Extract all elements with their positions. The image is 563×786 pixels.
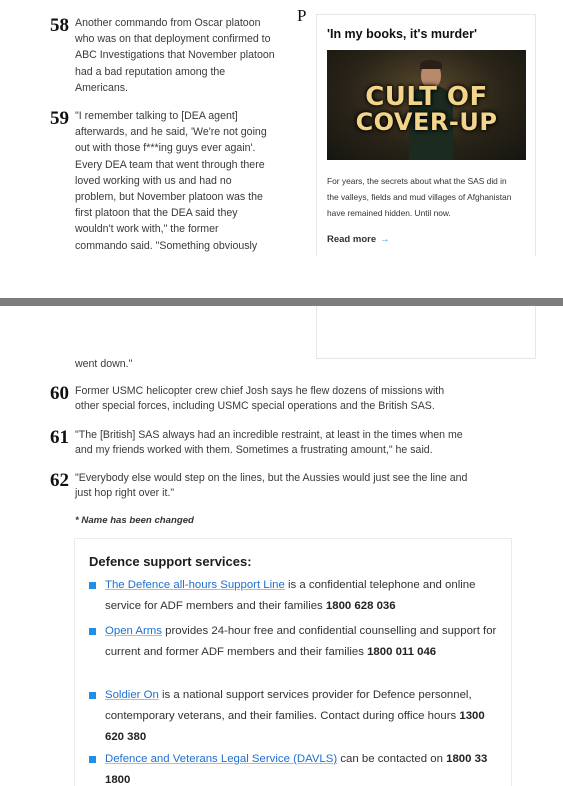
support-item (89, 685, 499, 748)
paragraph-line: wouldn't work with," the former (75, 223, 219, 236)
page-separator (0, 298, 563, 306)
paragraph-59 (50, 108, 303, 254)
soldier-on-link[interactable]: Soldier On (105, 689, 159, 701)
paragraph-58 (50, 15, 303, 96)
promo-description-line: have remained hidden. Until now. (327, 208, 451, 218)
read-more-label: Read more (327, 234, 377, 245)
promo-card-bottom-edge (316, 306, 536, 359)
paragraph-line: Former USMC helicopter crew chief Josh says he flew dozens of missions with (75, 385, 445, 397)
support-item (89, 749, 499, 786)
support-item-text: is a confidential telephone and online service for ADF members and their families (105, 579, 476, 612)
promo-card-title: 'In my books, it's murder' (327, 27, 477, 41)
promo-description-line: For years, the secrets about what the SAS did in (327, 176, 507, 186)
promo-card-description (327, 173, 527, 221)
square-bullet-icon (89, 692, 96, 699)
paragraph-line: had a bad reputation among the (75, 65, 226, 78)
support-phone: 1300 620 380 (105, 710, 485, 743)
support-item (89, 621, 499, 663)
paragraph-number: 61 (50, 427, 69, 448)
paragraph-line: "Everybody else would step on the lines, but the Aussies would just see the line and (75, 472, 468, 484)
paragraph-62 (50, 470, 525, 501)
paragraph-line: "I remember talking to [DEA agent] (75, 110, 238, 122)
paragraph-60 (50, 383, 525, 414)
paragraph-line: Another commando from Oscar platoon (75, 17, 261, 29)
name-changed-note: * Name has been changed (75, 515, 194, 526)
page-gap (0, 256, 563, 298)
support-line-link[interactable]: The Defence all-hours Support Line (105, 579, 285, 591)
paragraph-line: out with those f***ing guys ever again'. (75, 142, 256, 155)
continuation-text: went down." (75, 358, 133, 370)
promo-image-headline-2: COVER-UP (355, 108, 498, 136)
square-bullet-icon (89, 582, 96, 589)
promo-card-image[interactable] (327, 50, 526, 160)
paragraph-number: 60 (50, 383, 69, 404)
support-phone: 1800 628 036 (325, 600, 396, 612)
paragraph-line: loved working with us and had no (75, 174, 232, 187)
promo-image-headline-1: CULT OF (365, 82, 488, 112)
promo-card[interactable] (316, 14, 536, 256)
promo-description-line: the valleys, fields and mud villages of Afghanistan (327, 192, 512, 202)
paragraph-line: "The [British] SAS always had an incredible restraint, at least in the times when me (75, 429, 463, 441)
paragraph-line: and my friends worked with them. Sometimes a frustrating amount," he said. (75, 444, 433, 456)
support-phone: 1800 011 046 (367, 646, 437, 658)
paragraph-line: Americans. (75, 81, 128, 94)
square-bullet-icon (89, 628, 96, 635)
square-bullet-icon (89, 756, 96, 763)
support-item (89, 575, 499, 617)
support-item-text: can be contacted on (337, 753, 447, 765)
davls-link[interactable]: Defence and Veterans Legal Service (DAVLS) (105, 753, 338, 765)
paragraph-line: just hop right over it." (75, 487, 175, 499)
paragraph-line: who was on that deployment confirmed to (75, 33, 271, 46)
support-services-title: Defence support services: (89, 554, 252, 569)
paragraph-61 (50, 427, 525, 458)
read-more-link[interactable] (327, 234, 390, 245)
page-fragment-bottom (0, 306, 563, 786)
paragraph-line: afterwards, and he said, 'We're not going (75, 126, 267, 139)
support-phone: 1800 33 1800 (105, 753, 488, 786)
paragraph-line: other special forces, including USMC special operations and the British SAS. (75, 400, 435, 412)
paragraph-line: ABC Investigations that November platoon (75, 49, 275, 62)
paragraph-line: first platoon that the DEA said they (75, 207, 238, 220)
marker-letter: P (297, 6, 307, 25)
support-item-text: provides 24-hour free and confidential counselling and support for current and former ADF members and their families (105, 625, 497, 658)
paragraph-line: commando said. "Something obviously (75, 239, 258, 252)
page-fragment-top (0, 0, 563, 256)
paragraph-line: Every DEA team that went through there (75, 158, 265, 171)
paragraph-number: 62 (50, 470, 69, 491)
paragraph-number: 58 (50, 15, 69, 36)
support-item-text: is a national support services provider for Defence personnel, contemporary veterans, and their families. Contact during office hours (105, 689, 472, 722)
arrow-right-icon: → (380, 234, 390, 245)
open-arms-link[interactable]: Open Arms (105, 625, 162, 637)
support-services-box (74, 538, 512, 786)
paragraph-line: problem, but November platoon was the (75, 191, 263, 204)
paragraph-number: 59 (50, 108, 69, 129)
